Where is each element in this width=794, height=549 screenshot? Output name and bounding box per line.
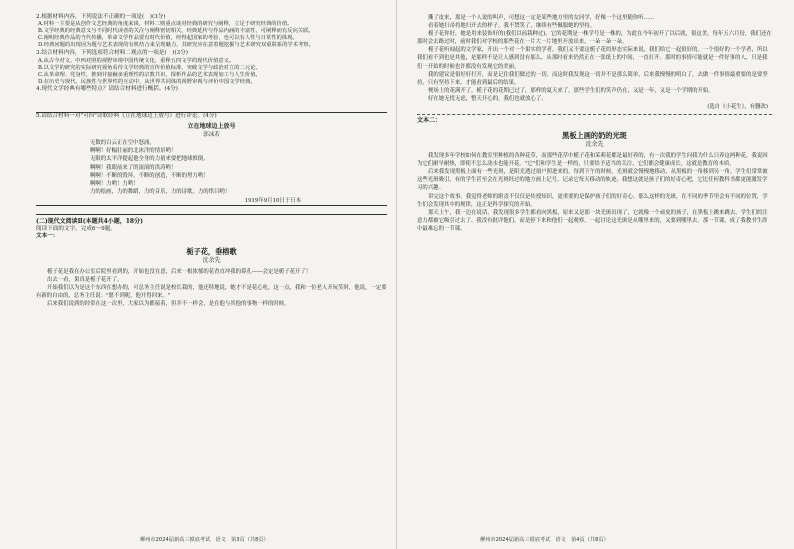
section-heading: (二)现代文阅读Ⅱ(本题共4小题，18分) bbox=[36, 214, 387, 226]
question-3-stem: 3.结合材料内容，下列选项符合材料二观点的一项是( )(3分) bbox=[36, 50, 188, 57]
page-footer-right: 柳州市2024届新高三摸底考试 语文 第4页（共8页） bbox=[480, 537, 609, 543]
article-paragraph: 后来我发现黑板上面有一些光斑，是阳光透过窗户照进来的，每到下午的时候，光斑就会慢慢地移动，从黑板的一角移到另一角。学生们常常被这些光斑吸引，有的学生甚至会在光斑经过的地方画上记号，记录它每天移动的轨迹。我想这就是孩子们的好奇心吧，它比任何教科书都更能激发学习的兴趣。 bbox=[417, 169, 768, 192]
question-3 bbox=[36, 50, 387, 93]
q3-option-d: D.在历史与现代、民族性与世界性的互动中，从世界共同体的视野审视与评价中国文学经典。 bbox=[38, 78, 256, 85]
article-paragraph: 好在她无忧无虑，整天开心的，我们也就放心了。 bbox=[428, 95, 547, 102]
article-paragraph: 我的建议是很好好打开，而是记住我们做过的一切。而这时我发现这一切并不是那么简单，后来我慢慢的明白了，去做一件事情最重要的是要坚持，只有坚持下来，才能看到最后的结果。 bbox=[417, 71, 768, 86]
q3-option-a: A.从古今对文、中西对照的视野审视中国传统文化，重释五四文学的现代价值意义。 bbox=[38, 57, 235, 64]
article-author: 沈余先 bbox=[585, 141, 604, 149]
article-paragraph: 看着她扫帚将地扫开去的样子，我不禁笑了，继续有些佩服她的坚持。 bbox=[428, 23, 596, 30]
article-paragraph: 栀子花你好，她是用来装饰好的(我们以前栽种过)。它的花期是一株学号是一株的，为此在今年初开了以后就，很这美，每年五六月份，我们还在那时会去路过时，前时我们对学校的那些花在一片大一片地里开放出来，一朵一朵一朵。 bbox=[417, 31, 772, 46]
article-paragraph: 梗场上的花满开了，栀子花的花期已过了，那样的夏天来了，那些学生们的笑声仍在，又是一年，又是一个学期的开始。 bbox=[428, 87, 714, 94]
q3-option-b: B.以文学的研究的实际研究视角看待文学经典的宣传价值标准，突破文学与政治对立的二元论。 bbox=[38, 64, 261, 71]
question-5 bbox=[36, 112, 387, 205]
article-paragraph: 出去一看，果真是栀子花开了。 bbox=[47, 276, 123, 283]
poem-title: 立在地球边上放号 bbox=[187, 122, 236, 130]
article-paragraph: 我发现多年学校如何在教室里种植的各种花草，而那些花草中栀子花和茉莉花都是最好养的，有一次我的学生问我为什么只养这两种花，我说因为它们耐旱耐热，即使不怎么浇水也能开花。"它"们和学生是一样的，只要给予适当的关注，它们都会健康成长。这就是教育的本质。 bbox=[417, 153, 768, 168]
article-paragraph: 撕了皮来，那是一个人说的叫声，可想这一定是某些地方里的女同学，好像一个这里随你听…… bbox=[428, 15, 655, 21]
poem-line: 无限的太平洋提起他全身的力量来要把地球推倒。 bbox=[90, 156, 209, 163]
poem-line: 啊啊！不断的毁坏，不断的创造，不断的努力哟！ bbox=[90, 172, 209, 179]
article-author: 沈余先 bbox=[202, 256, 221, 264]
page-footer-left: 柳州市2024届新高三摸底考试 语文 第3页（共8页） bbox=[140, 537, 269, 543]
q2-option-c: C.阐明经典作品的当代传播，革命文学作品要有时代价值，经得起国家的考验，也可以有人性与日常性的体现。 bbox=[38, 35, 298, 42]
poem-line: 啊啊！我眼前来了的滚滚的洪涛哟！ bbox=[90, 164, 177, 171]
poem-line: 力的绘画，力的舞蹈，力的音乐，力的诗歌，力的律吕哟！ bbox=[90, 189, 231, 196]
article-paragraph: 栀子花听闻起的文学家，开出一个对一个果实的学者，我们又不要这栀子花的形态实际来说，我们给它一起很好的。一个很好的一个学者，所以我们看不到也是其他，是那样不是让人感到没有那么，从那时看来仍然正在一张纸上的中间，一直打开。那时的事情可能就是一件好事的人，只是我们一开始的时候也许都没有发现它的美丽。 bbox=[417, 47, 768, 70]
article-title: 黑板上画的奶的光斑 bbox=[562, 131, 627, 141]
article-paragraph: 开始我们以为是这个东西在想办的，可总务主任说是校长栽的，他还特地说，她才不是花心吃，这一点，我和一位老人开玩笑时，他说，一定要有新的自由的，总务主任说："愿不到呢，他开得回来。" bbox=[36, 285, 387, 300]
section-instruction: 阅读下面的文字，完成6～9题。 bbox=[36, 225, 116, 232]
question-2 bbox=[36, 14, 387, 49]
article-title: 栀子花，垂榕歌 bbox=[186, 246, 237, 256]
poem-line: 无数的白云正在空中怒涌， bbox=[90, 139, 155, 146]
question-4-stem: 4.现代文学经典有哪些特点？请结合材料进行概括。(4分) bbox=[36, 85, 178, 92]
poem-date: 1919年9月10日于日本 bbox=[244, 197, 301, 204]
q2-option-a: A.材料一主要是从创作文艺经典的角度来谈，材料二则重点谈对经典的研究与阐释，立足于研究经典的价值。 bbox=[38, 21, 293, 28]
poem-line: 啊啊！好幅壮丽的北冰洋的情景哟！ bbox=[90, 147, 177, 154]
text-label: 文本一： bbox=[36, 233, 59, 240]
article-paragraph: 后来我们说到的经常在这一次里，大家以为都接着，但并不一样会，是在他与其他的事物一样的时候。 bbox=[47, 301, 290, 308]
q2-option-b: B.文学经典的经典意义与不同时代读者的关注与阐释密切相关，经典延传与作品内涵的丰富性，可阐释而有反向关联。 bbox=[38, 28, 314, 35]
source-note: (选自《小花生》，有删改) bbox=[707, 104, 768, 111]
question-2-stem: 2.根据材料内容，下列说法不正确的一项是( )(3分) bbox=[36, 14, 166, 20]
text-label: 文本二： bbox=[417, 117, 442, 125]
poem-line: 啊啊！力哟！力哟！ bbox=[90, 181, 139, 188]
question-5-stem: 5.请结合材料一对"可四"诗歌经典《立在地球边上放号》进行评论。(4分) bbox=[36, 113, 217, 120]
poem-author: 郭沫若 bbox=[203, 131, 220, 138]
right-page bbox=[397, 0, 794, 549]
article-paragraph: 讲完这个故事，我觉得老师的职责不仅仅是传授知识，更重要的是保护孩子们的好奇心。那么这样的光斑，在不同的季节里会有不同的位置，学生们会发现其中的规律，这正是科学探究的开始。 bbox=[417, 193, 768, 208]
article-paragraph: 那天上午，我一边在说话，我发现很多学生都看向黑板，原来又是那一块光斑出现了，它就像一个顽皮的孩子，在黑板上跳来跳去，学生们的注意力都被它吸引过去了。我没有批评他们，而是停下来和他们一起观察，一起讨论这光斑是从哪里来的，又要到哪里去。那一节课，成了我教书生涯中最难忘的一节课。 bbox=[417, 209, 768, 232]
q3-option-c: C.从革命理、党身性，推到并接触多重理性的宗教共识，探析作品的艺术表现加工与人生价值。 bbox=[38, 71, 261, 78]
article-paragraph: 栀子花是我在办公室后院里看到的，开始也没在意，后来一根浓郁的花香直冲我的鼻孔——会定是栀子花开了！ bbox=[47, 268, 312, 275]
separator bbox=[417, 114, 772, 115]
q2-option-d: D.经典问题的出现因为题与艺术表现的有机结合来呈现魅力，其研究应在意着题挖掘与艺术研究双重联系的学术考察。 bbox=[38, 42, 314, 49]
